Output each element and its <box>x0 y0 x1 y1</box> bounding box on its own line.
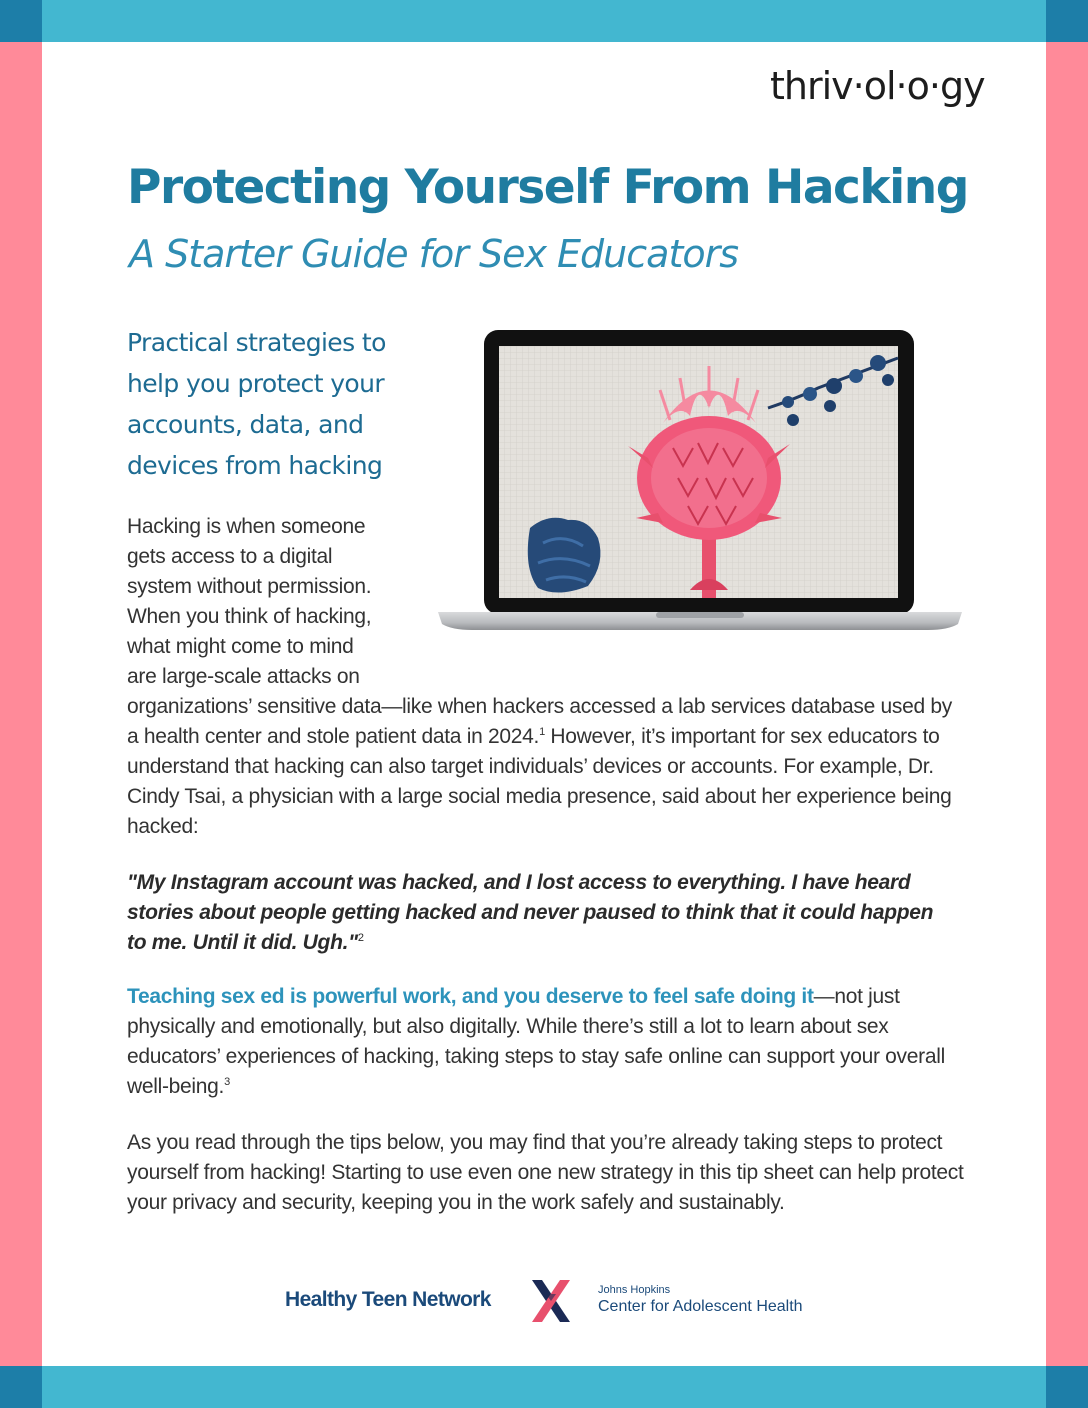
jh-big-text: Center for Adolescent Health <box>598 1298 803 1315</box>
footnote-marker: 2 <box>357 932 364 944</box>
thrivology-logo: thriv·ol·o·gy <box>770 64 985 108</box>
lead-line: help you protect your <box>127 369 385 398</box>
testimonial-quote <box>127 868 957 958</box>
intro-narrow-text <box>127 512 402 692</box>
safety-text: —not just physically and emotionally, but also digitally. While there’s still a lot to learn about sex educators’ experiences of hacking, taking steps to stay safe online can support your overall well-being. <box>127 985 945 1098</box>
intro-paragraph <box>127 692 967 842</box>
intro-line: are large-scale attacks on <box>127 665 360 688</box>
jh-small-text: Johns Hopkins <box>598 1284 671 1296</box>
intro-line: what might come to mind <box>127 635 354 658</box>
highlight-text: Teaching sex ed is powerful work, and you deserve to feel safe doing it <box>127 985 814 1008</box>
top-band <box>0 0 1088 42</box>
lead-statement <box>127 322 407 486</box>
corner-block <box>0 0 42 42</box>
intro-line: When you think of hacking, <box>127 605 372 628</box>
bottom-band <box>0 1366 1088 1408</box>
healthy-teen-network-logo: Healthy Teen Network <box>285 1288 491 1311</box>
x-logo-icon <box>528 1278 574 1324</box>
intro-line: system without permission. <box>127 575 372 598</box>
intro-line: gets access to a digital <box>127 545 333 568</box>
corner-block <box>1046 1366 1088 1408</box>
right-border <box>1046 42 1088 1366</box>
lead-line: accounts, data, and <box>127 410 364 439</box>
safety-paragraph <box>127 982 957 1102</box>
page-subtitle: A Starter Guide for Sex Educators <box>129 232 739 276</box>
corner-block <box>1046 0 1088 42</box>
quote-text: "My Instagram account was hacked, and I lost access to everything. I have heard stories about people getting hacked and never paused to think that it could happen to me. Until it did. Ugh." <box>127 871 934 954</box>
corner-block <box>0 1366 42 1408</box>
footnote-marker: 1 <box>539 726 545 738</box>
footnote-marker: 3 <box>224 1076 230 1088</box>
page-title: Protecting Yourself From Hacking <box>127 160 968 215</box>
left-border <box>0 42 42 1366</box>
lead-line: Practical strategies to <box>127 328 386 357</box>
johns-hopkins-logo <box>598 1284 803 1316</box>
intro-line: Hacking is when someone <box>127 515 366 538</box>
lead-line: devices from hacking <box>127 451 383 480</box>
intro-text-part2: However, it’s important for sex educators to understand that hacking can also target individuals’ devices or accounts. For example, Dr. Cindy Tsai, a physician with a large social media presence, said about her experience being hacked: <box>127 725 952 838</box>
intro-text-part1: organizations’ sensitive data—like when hackers accessed a lab services database used by a health center and stole patient data in 2024. <box>127 695 952 748</box>
laptop-illustration-icon <box>438 328 962 632</box>
tips-intro-paragraph: As you read through the tips below, you may find that you’re already taking steps to protect yourself from hacking! Starting to use even one new strategy in this tip sheet can help protect your privacy and security, keeping you in the work safely and sustainably. <box>127 1131 964 1214</box>
